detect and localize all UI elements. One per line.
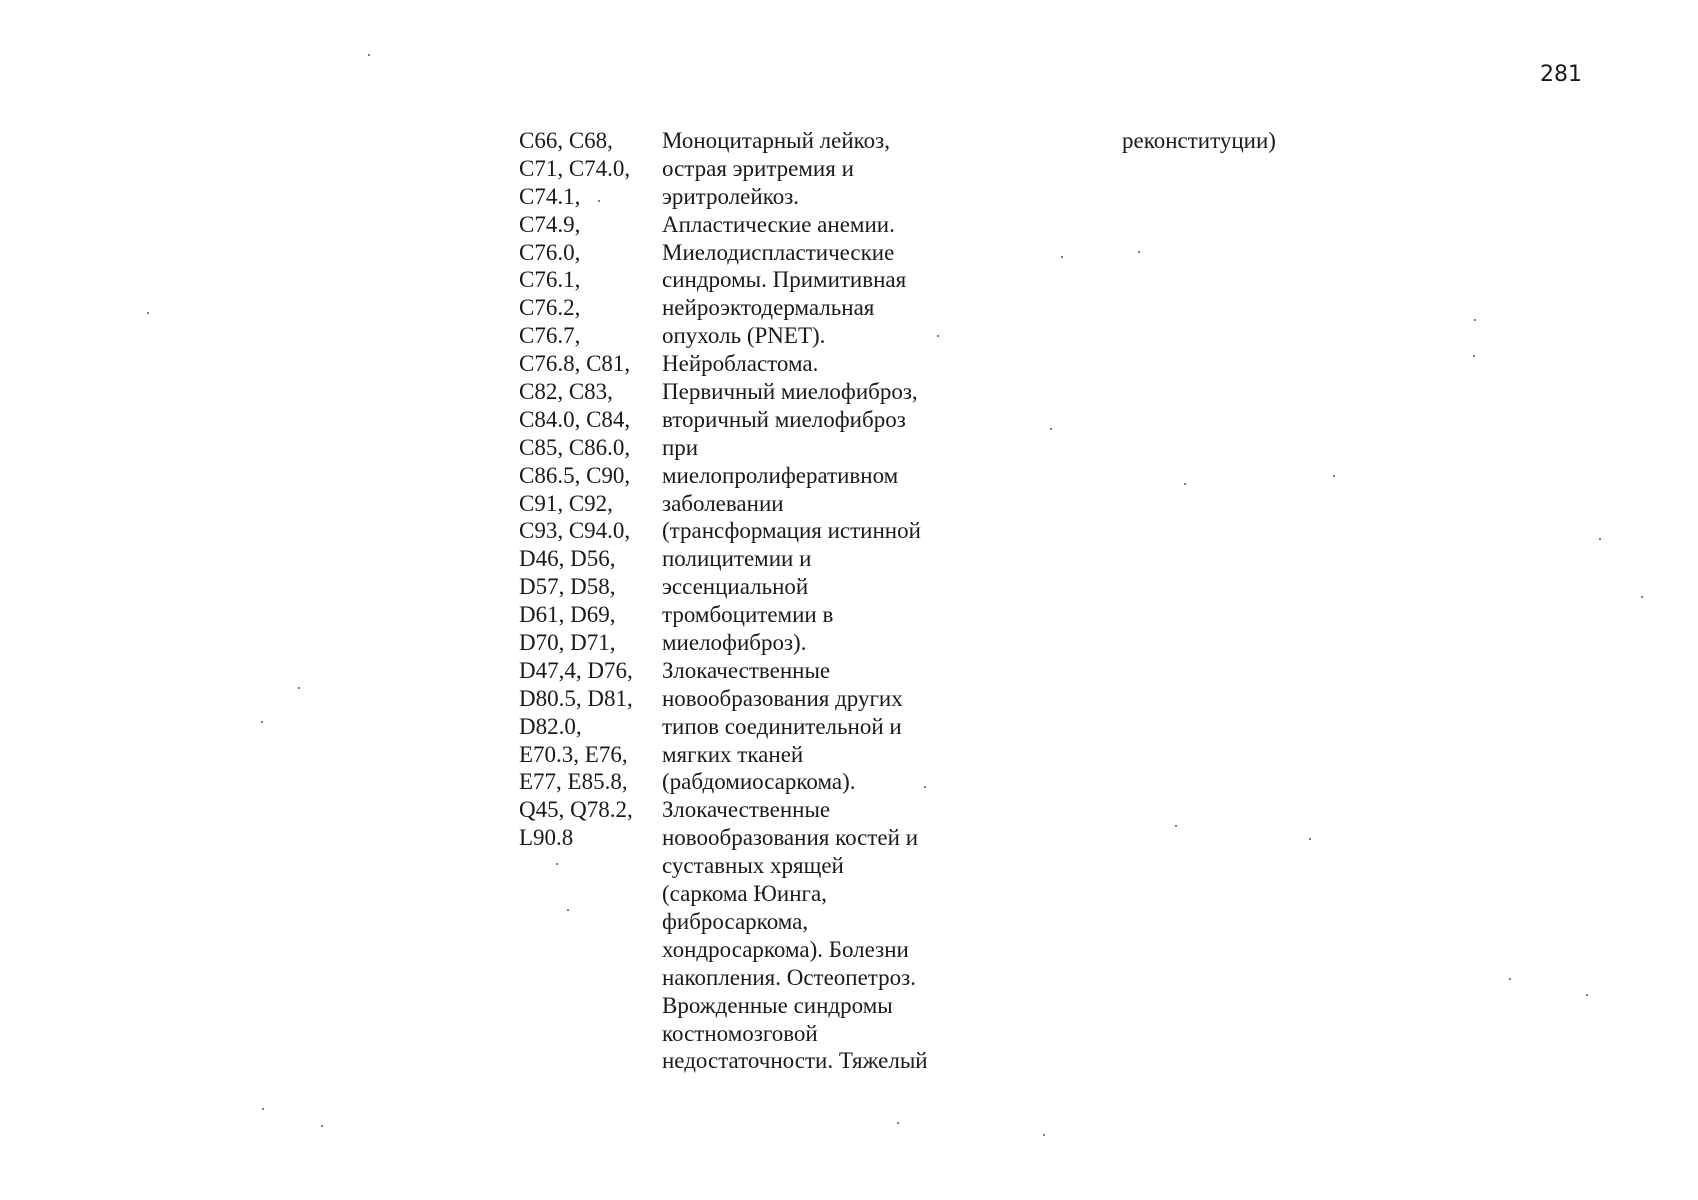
disease-text-line: типов соединительной и — [662, 713, 902, 739]
disease-text-line: нейроэктодермальная — [662, 295, 875, 321]
scan-speck — [1043, 1134, 1045, 1136]
icd-code-line: D82.0, — [519, 713, 582, 739]
disease-text-line: полицитемии и — [662, 546, 812, 572]
scan-speck — [1333, 475, 1335, 477]
disease-text-line: тромбоцитемии в — [662, 602, 834, 628]
icd-code-line: C74.1, — [519, 183, 581, 209]
disease-text-line: Злокачественные — [662, 797, 831, 823]
page-number: 281 — [1540, 62, 1582, 87]
icd-code-line: D61, D69, — [519, 602, 616, 628]
disease-text-line: суставных хрящей — [662, 853, 844, 879]
scan-speck — [1050, 428, 1052, 430]
disease-text-line: острая эритремия и — [662, 155, 854, 181]
disease-text-line: миелофиброз). — [662, 630, 807, 656]
scan-speck — [598, 200, 600, 202]
disease-text-line: Первичный миелофиброз, — [662, 379, 918, 405]
scan-speck — [1586, 994, 1588, 996]
disease-text-line: (трансформация истинной — [662, 518, 921, 544]
disease-text-line: Моноцитарный лейкоз, — [662, 128, 891, 153]
scan-speck — [1175, 825, 1177, 827]
disease-text-line: эссенциальной — [662, 574, 809, 600]
icd-code-line: C76.8, C81, — [519, 351, 631, 377]
disease-text-line: костномозговой — [662, 1020, 818, 1046]
icd-code-line: D80.5, D81, — [519, 685, 633, 711]
icd-code-line: D70, D71, — [519, 630, 616, 656]
icd-code-line: C76.0, — [519, 239, 581, 265]
icd-code-line: C82, C83, — [519, 379, 613, 405]
scan-speck — [924, 786, 926, 788]
icd-code-line: E70.3, E76, — [519, 741, 628, 767]
scan-speck — [1184, 483, 1186, 485]
disease-text-line: при — [662, 434, 699, 460]
disease-text-line: Нейробластома. — [662, 351, 819, 377]
scan-speck — [1474, 319, 1476, 321]
scan-speck — [556, 863, 558, 865]
disease-text-line: новообразования костей и — [662, 825, 918, 851]
icd-code-line: C76.7, — [519, 323, 581, 349]
icd-code-line: D57, D58, — [519, 574, 616, 600]
right-column — [1122, 127, 1276, 155]
icd-code-line: C84.0, C84, — [519, 406, 631, 432]
scan-speck — [298, 687, 300, 689]
disease-text-line: мягких тканей — [662, 741, 804, 767]
disease-text-line: опухоль (PNET). — [662, 323, 826, 349]
disease-text-line: синдромы. Примитивная — [662, 267, 907, 293]
disease-text-line: фибросаркома, — [662, 908, 809, 934]
icd-code-line: Q45, Q78.2, — [519, 797, 633, 823]
disease-text-line: Миелодиспластические — [662, 239, 895, 265]
disease-text-line: (саркома Юинга, — [662, 881, 827, 907]
diseases-column — [662, 127, 928, 1075]
disease-text-line: недостаточности. Тяжелый — [662, 1048, 928, 1074]
icd-code-line: C93, C94.0, — [519, 518, 631, 544]
icd-code-line: C85, C86.0, — [519, 434, 631, 460]
scan-speck — [1138, 251, 1140, 253]
scan-speck — [1309, 838, 1311, 840]
icd-code-line: C76.2, — [519, 295, 581, 321]
scan-speck — [937, 335, 939, 337]
scan-speck — [147, 312, 149, 314]
icd-code-line: E77, E85.8, — [519, 769, 628, 795]
scan-speck — [1473, 355, 1475, 357]
icd-code-line: C74.9, — [519, 211, 581, 237]
scan-speck — [1599, 538, 1601, 540]
icd-code-line: C86.5, C90, — [519, 462, 631, 488]
disease-text-line: (рабдомиосаркома). — [662, 769, 856, 795]
icd-code-line: C76.1, — [519, 267, 581, 293]
icd-code-line: D47,4, D76, — [519, 657, 633, 683]
disease-text-line: Апластические анемии. — [662, 211, 895, 237]
disease-text-line: накопления. Остеопетроз. — [662, 964, 916, 990]
icd-code-line: C66, C68, — [519, 128, 613, 153]
scan-speck — [1509, 978, 1511, 980]
disease-text-line: заболевании — [662, 490, 784, 516]
scan-speck — [368, 54, 370, 56]
disease-text-line: новообразования других — [662, 685, 903, 711]
icd-code-line: C91, C92, — [519, 490, 613, 516]
scan-speck — [321, 1125, 323, 1127]
icd-code-line: C71, C74.0, — [519, 155, 631, 181]
scan-speck — [897, 1122, 899, 1124]
disease-text-line: вторичный миелофиброз — [662, 406, 906, 432]
scan-speck — [1641, 596, 1643, 598]
disease-text-line: эритролейкоз. — [662, 183, 800, 209]
scan-speck — [262, 1108, 264, 1110]
disease-text-line: миелопролиферативном — [662, 462, 899, 488]
disease-text-line: Злокачественные — [662, 657, 831, 683]
right-column-text-line: реконституции) — [1122, 128, 1276, 153]
scan-speck — [1061, 256, 1063, 258]
scan-speck — [567, 909, 569, 911]
icd-code-line: D46, D56, — [519, 546, 616, 572]
icd-codes-column — [519, 127, 633, 852]
scan-speck — [261, 721, 263, 723]
disease-text-line: хондросаркома). Болезни — [662, 936, 909, 962]
icd-code-line: L90.8 — [519, 825, 574, 851]
disease-text-line: Врожденные синдромы — [662, 992, 893, 1018]
